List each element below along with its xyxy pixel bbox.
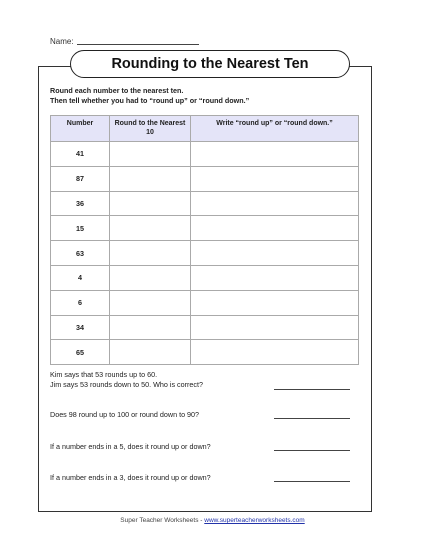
question-1-line-1: Kim says that 53 rounds up to 60. (50, 370, 158, 379)
number-cell: 4 (51, 265, 110, 290)
question-1-line-2: Jim says 53 rounds down to 50. Who is correct? (50, 380, 204, 389)
table-row (51, 315, 359, 340)
question-3: If a number ends in a 5, does it round up or down? (50, 442, 211, 451)
footer (0, 517, 425, 524)
footer-link[interactable]: www.superteacherworksheets.com (204, 517, 305, 524)
direction-answer-cell[interactable] (191, 216, 359, 241)
direction-answer-cell[interactable] (191, 191, 359, 216)
question-2-answer-line[interactable] (274, 418, 350, 419)
table-header-row (51, 116, 359, 142)
question-3-answer-line[interactable] (274, 450, 350, 451)
table-row (51, 290, 359, 315)
rounding-table (50, 115, 359, 365)
table-row (51, 241, 359, 266)
number-cell: 87 (51, 166, 110, 191)
footer-brand: Super Teacher Worksheets (120, 517, 199, 524)
instructions (50, 86, 249, 106)
number-cell: 34 (51, 315, 110, 340)
question-4: If a number ends in a 3, does it round up or down? (50, 473, 211, 482)
question-2: Does 98 round up to 100 or round down to 90? (50, 410, 200, 419)
rounded-answer-cell[interactable] (110, 191, 191, 216)
table-row (51, 166, 359, 191)
direction-answer-cell[interactable] (191, 265, 359, 290)
rounded-answer-cell[interactable] (110, 265, 191, 290)
number-cell: 6 (51, 290, 110, 315)
direction-answer-cell[interactable] (191, 315, 359, 340)
table-row (51, 216, 359, 241)
number-cell: 36 (51, 191, 110, 216)
header-round: Round to the Nearest 10 (110, 116, 191, 142)
header-number: Number (51, 116, 110, 142)
question-1-answer-line[interactable] (274, 389, 350, 390)
name-label: Name: (50, 37, 74, 46)
number-cell: 15 (51, 216, 110, 241)
rounded-answer-cell[interactable] (110, 166, 191, 191)
table-row (51, 265, 359, 290)
name-input-line[interactable] (77, 36, 199, 45)
table-row (51, 191, 359, 216)
rounded-answer-cell[interactable] (110, 340, 191, 365)
page-title: Rounding to the Nearest Ten (70, 50, 350, 78)
number-cell: 65 (51, 340, 110, 365)
instruction-line-1: Round each number to the nearest ten. (50, 86, 184, 95)
direction-answer-cell[interactable] (191, 241, 359, 266)
rounded-answer-cell[interactable] (110, 142, 191, 167)
rounded-answer-cell[interactable] (110, 216, 191, 241)
table-row (51, 340, 359, 365)
direction-answer-cell[interactable] (191, 142, 359, 167)
footer-separator: - (200, 517, 203, 524)
name-field[interactable] (50, 36, 199, 46)
question-4-answer-line[interactable] (274, 481, 350, 482)
direction-answer-cell[interactable] (191, 166, 359, 191)
rounded-answer-cell[interactable] (110, 290, 191, 315)
table-row (51, 142, 359, 167)
question-1 (50, 370, 203, 390)
number-cell: 41 (51, 142, 110, 167)
rounded-answer-cell[interactable] (110, 315, 191, 340)
rounded-answer-cell[interactable] (110, 241, 191, 266)
number-cell: 63 (51, 241, 110, 266)
direction-answer-cell[interactable] (191, 290, 359, 315)
instruction-line-2: Then tell whether you had to “round up” or “round down.” (50, 96, 250, 105)
header-write: Write “round up” or “round down.” (191, 116, 359, 142)
direction-answer-cell[interactable] (191, 340, 359, 365)
